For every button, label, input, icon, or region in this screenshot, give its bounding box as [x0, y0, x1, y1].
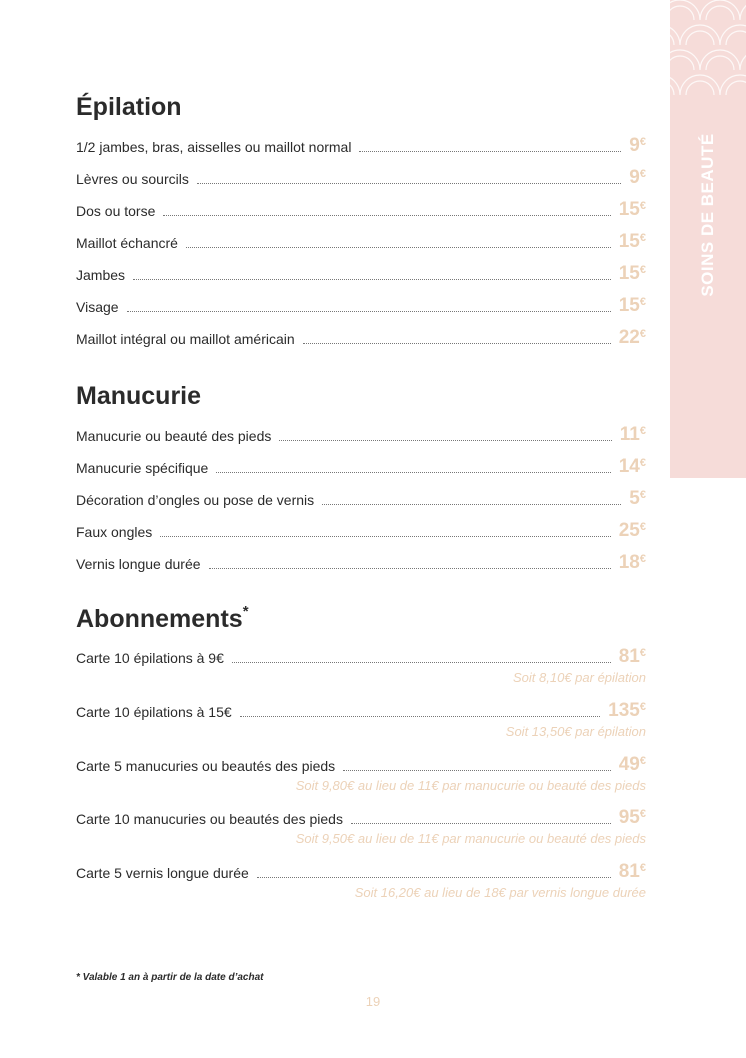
item-price: 18€	[618, 552, 646, 573]
dot-leader	[240, 716, 601, 717]
item-label: Vernis longue durée	[76, 556, 201, 572]
dot-leader	[351, 823, 611, 824]
item-price: 15€	[618, 231, 646, 252]
item-note: Soit 16,20€ au lieu de 18€ par vernis longue durée	[354, 885, 646, 900]
price-row	[76, 294, 646, 316]
price-row	[76, 230, 646, 252]
price-row	[76, 487, 646, 509]
item-price: 14€	[618, 456, 646, 477]
item-label: Dos ou torse	[76, 203, 156, 219]
item-note: Soit 9,50€ au lieu de 11€ par manucurie ou beauté des pieds	[295, 831, 646, 846]
price-row	[76, 519, 646, 541]
item-label: 1/2 jambes, bras, aisselles ou maillot normal	[76, 139, 352, 155]
side-tab-label: SOINS DE BEAUTÉ	[698, 133, 717, 297]
item-label: Décoration d’ongles ou pose de vernis	[76, 492, 315, 508]
price-row	[76, 551, 646, 573]
dot-leader	[160, 536, 610, 537]
item-price: 49€	[618, 754, 646, 775]
section-title-manucurie: Manucurie	[76, 382, 202, 410]
price-row	[76, 753, 646, 775]
wave-pattern-icon	[670, 0, 746, 110]
dot-leader	[359, 151, 621, 152]
price-row	[76, 198, 646, 220]
item-price: 81€	[618, 646, 646, 667]
price-row	[76, 423, 646, 445]
item-label: Faux ongles	[76, 524, 153, 540]
price-row	[76, 860, 646, 882]
item-price: 135€	[608, 700, 646, 721]
item-price: 9€	[629, 167, 646, 188]
footnote: * Valable 1 an à partir de la date d’achat	[76, 972, 264, 983]
item-note: Soit 13,50€ par épilation	[505, 724, 646, 739]
item-label: Carte 5 manucuries ou beautés des pieds	[76, 758, 336, 774]
item-price: 22€	[618, 327, 646, 348]
item-price: 15€	[618, 295, 646, 316]
item-price: 81€	[618, 861, 646, 882]
dot-leader	[127, 311, 611, 312]
dot-leader	[186, 247, 611, 248]
item-label: Visage	[76, 299, 119, 315]
price-row	[76, 806, 646, 828]
item-price: 9€	[629, 135, 646, 156]
dot-leader	[257, 877, 611, 878]
price-row	[76, 455, 646, 477]
item-label: Carte 5 vernis longue durée	[76, 865, 249, 881]
item-label: Maillot intégral ou maillot américain	[76, 331, 295, 347]
item-price: 95€	[618, 807, 646, 828]
item-label: Manucurie spécifique	[76, 460, 209, 476]
item-price: 11€	[619, 424, 646, 445]
price-row	[76, 262, 646, 284]
dot-leader	[163, 215, 610, 216]
item-price: 15€	[618, 199, 646, 220]
dot-leader	[216, 472, 610, 473]
item-label: Carte 10 épilations à 9€	[76, 650, 224, 666]
side-tab	[670, 0, 746, 478]
item-label: Maillot échancré	[76, 235, 178, 251]
item-label: Jambes	[76, 267, 126, 283]
dot-leader	[303, 343, 611, 344]
price-row	[76, 645, 646, 667]
item-price: 25€	[618, 520, 646, 541]
dot-leader	[197, 183, 621, 184]
dot-leader	[279, 440, 611, 441]
section-title-epilation: Épilation	[76, 93, 182, 121]
price-row	[76, 326, 646, 348]
item-note: Soit 8,10€ par épilation	[513, 670, 646, 685]
item-price: 5€	[629, 488, 646, 509]
item-price: 15€	[618, 263, 646, 284]
item-label: Carte 10 épilations à 15€	[76, 704, 232, 720]
price-row	[76, 134, 646, 156]
dot-leader	[322, 504, 621, 505]
dot-leader	[133, 279, 611, 280]
dot-leader	[232, 662, 611, 663]
page-number: 19	[365, 994, 381, 1009]
dot-leader	[343, 770, 611, 771]
price-row	[76, 166, 646, 188]
price-row	[76, 699, 646, 721]
item-note: Soit 9,80€ au lieu de 11€ par manucurie ou beauté des pieds	[295, 778, 646, 793]
item-label: Carte 10 manucuries ou beautés des pieds	[76, 811, 343, 827]
item-label: Manucurie ou beauté des pieds	[76, 428, 272, 444]
dot-leader	[209, 568, 611, 569]
item-label: Lèvres ou sourcils	[76, 171, 189, 187]
section-title-abonnements: Abonnements*	[76, 603, 249, 633]
